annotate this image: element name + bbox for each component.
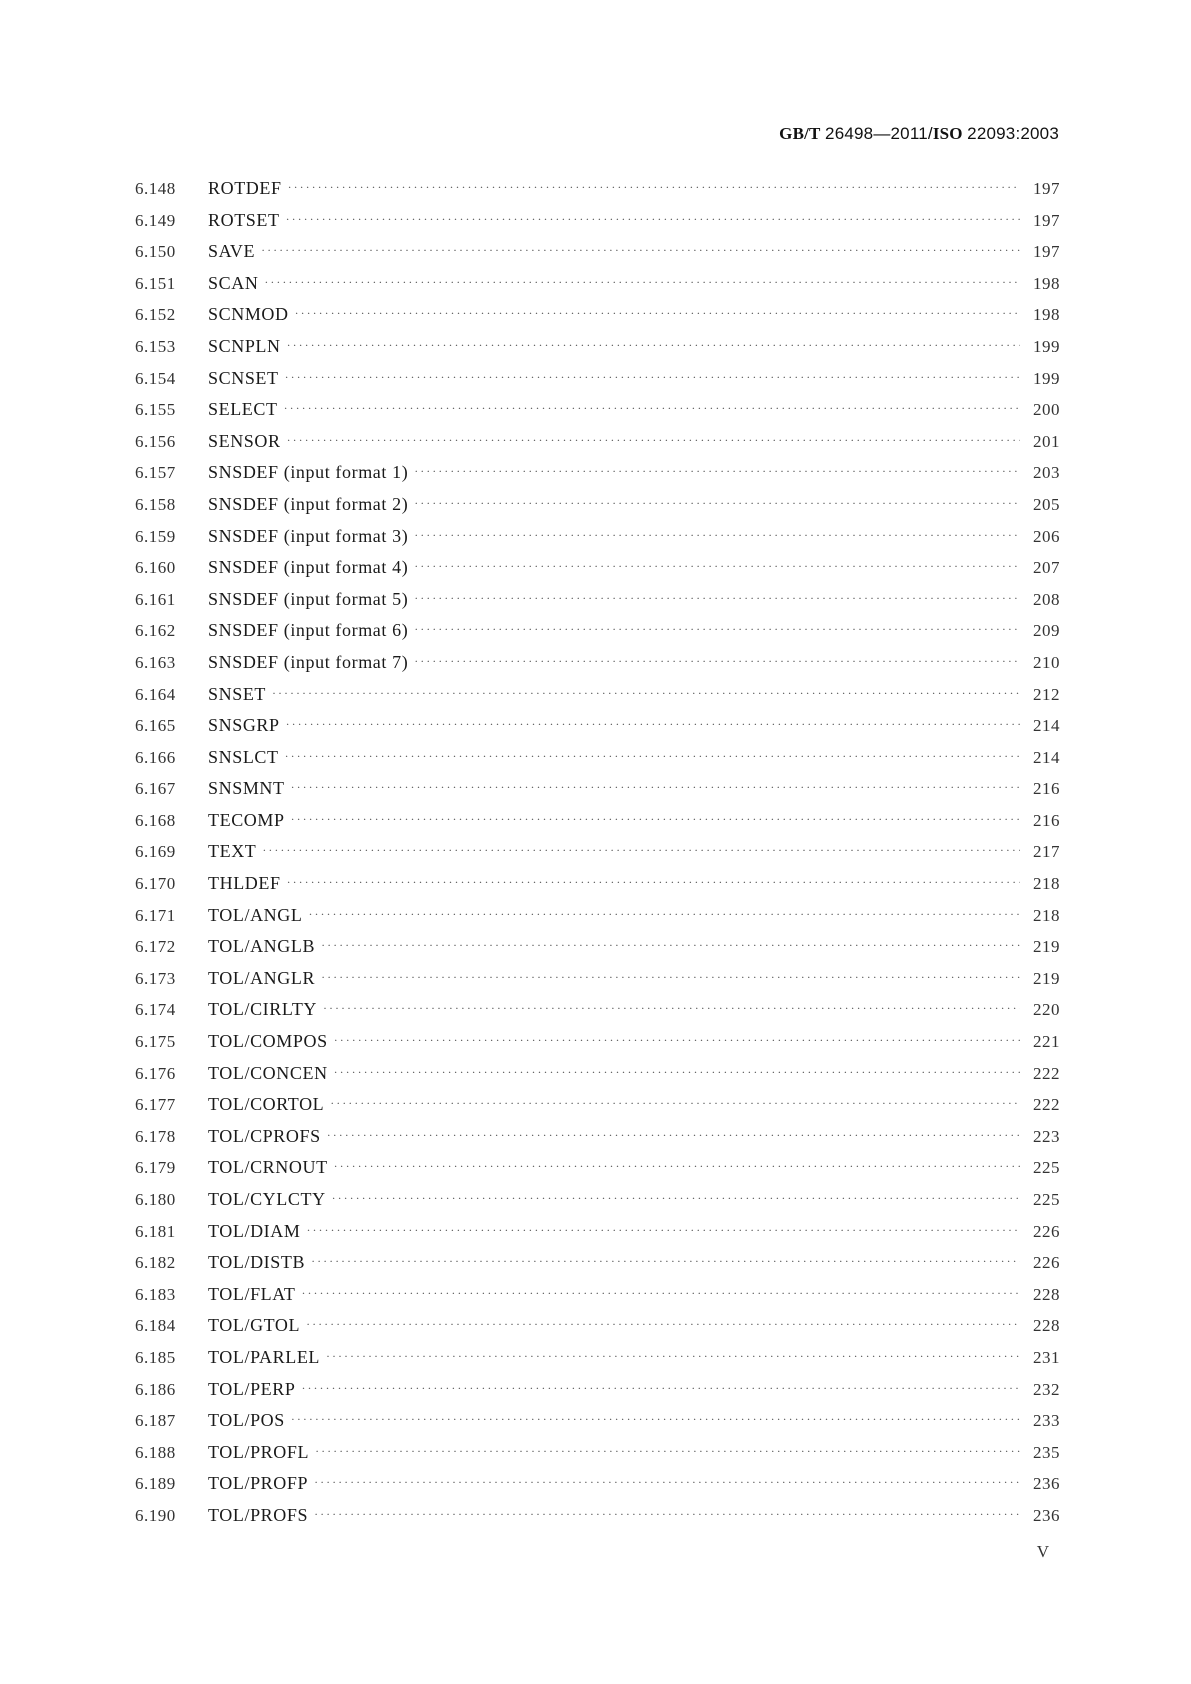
toc-page-number: 218 [1033,874,1060,894]
toc-entry[interactable] [135,462,1060,494]
toc-section-number: 6.190 [135,1505,176,1525]
toc-title: SCNMOD [208,304,289,325]
toc-title: ROTSET [208,209,280,230]
toc-entry[interactable] [135,1505,1060,1537]
toc-entry[interactable] [135,778,1060,810]
dot-leader [286,717,1020,732]
toc-page-number: 228 [1033,1284,1060,1304]
toc-title: SNSLCT [208,746,279,767]
toc-title: TOL/CONCEN [208,1062,328,1083]
toc-title: ROTDEF [208,178,282,198]
dot-leader [330,1096,1020,1111]
toc-page-number: 214 [1033,747,1060,767]
toc-page-number: 232 [1033,1379,1060,1399]
toc-entry[interactable] [135,1221,1060,1253]
toc-page-number: 236 [1033,1505,1060,1525]
toc-title: SCAN [208,272,259,293]
toc-page-number: 197 [1033,210,1060,230]
toc-section-number: 6.153 [135,336,176,356]
toc-entry[interactable] [135,557,1060,589]
toc-title: TOL/PARLEL [208,1346,321,1367]
toc-title: TOL/PROFL [208,1441,310,1462]
toc-page-number: 235 [1033,1442,1060,1462]
toc-section-number: 6.161 [135,589,176,609]
toc-section-number: 6.169 [135,842,176,862]
dot-leader [334,1159,1020,1174]
toc-page-number: 197 [1033,242,1060,262]
toc-section-number: 6.178 [135,1126,176,1146]
dot-leader [308,907,1020,922]
toc-section-number: 6.150 [135,242,176,262]
toc-section-number: 6.159 [135,526,176,546]
toc-page-number: 219 [1033,937,1060,957]
toc-page-number: 236 [1033,1474,1060,1494]
standard-number: 26498—2011/ [825,124,933,143]
toc-section-number: 6.160 [135,558,176,578]
toc-title: SNSMNT [208,778,285,799]
dot-leader [314,1475,1020,1490]
toc-entry[interactable] [135,1157,1060,1189]
toc-page-number: 223 [1033,1126,1060,1146]
toc-entry[interactable] [135,1284,1060,1316]
toc-entry[interactable] [135,652,1060,684]
toc-title: SNSDEF (input format 1) [208,462,409,483]
toc-section-number: 6.174 [135,1000,176,1020]
toc-section-number: 6.179 [135,1158,176,1178]
toc-entry[interactable] [135,684,1060,716]
toc-entry[interactable] [135,715,1060,747]
dot-leader [291,780,1020,795]
toc-entry[interactable] [135,431,1060,463]
toc-entry[interactable] [135,1126,1060,1158]
toc-title: TOL/ANGL [208,904,303,925]
toc-section-number: 6.165 [135,716,176,736]
toc-entry[interactable] [135,873,1060,905]
dot-leader [334,1065,1020,1080]
toc-title: TOL/CPROFS [208,1125,321,1146]
toc-page-number: 222 [1033,1063,1060,1083]
toc-page-number: 199 [1033,336,1060,356]
toc-title: SNSDEF (input format 3) [208,525,409,546]
toc-entry[interactable] [135,1063,1060,1095]
dot-leader [327,1128,1020,1143]
dot-leader [332,1191,1020,1206]
toc-section-number: 6.186 [135,1379,176,1399]
toc-title: TOL/PROFP [208,1473,309,1494]
toc-entry[interactable] [135,1410,1060,1442]
toc-entry[interactable] [135,178,1060,210]
toc-title: TOL/CYLCTY [208,1189,326,1209]
toc-entry[interactable] [135,399,1060,431]
toc-entry[interactable] [135,304,1060,336]
toc-page-number: 216 [1033,779,1060,799]
toc-page-number: 210 [1033,652,1060,672]
dot-leader [414,496,1020,511]
toc-entry[interactable] [135,1031,1060,1063]
toc-page-number: 200 [1033,400,1060,420]
toc-title: THLDEF [208,873,281,894]
toc-section-number: 6.156 [135,431,176,451]
toc-page-number: 218 [1033,905,1060,925]
dot-leader [287,875,1020,890]
toc-entry[interactable] [135,1347,1060,1379]
toc-entry[interactable] [135,999,1060,1031]
dot-leader [326,1349,1020,1364]
dot-leader [291,1412,1020,1427]
dot-leader [272,686,1020,701]
toc-page-number: 207 [1033,558,1060,578]
toc-entry[interactable] [135,1473,1060,1505]
dot-leader [285,370,1020,385]
toc-section-number: 6.149 [135,210,176,230]
toc-title: TECOMP [208,809,285,830]
toc-title: SNSDEF (input format 7) [208,651,409,672]
toc-section-number: 6.167 [135,779,176,799]
toc-section-number: 6.170 [135,874,176,894]
toc-title: SNSDEF (input format 2) [208,493,409,514]
toc-section-number: 6.173 [135,968,176,988]
toc-entry[interactable] [135,1379,1060,1411]
toc-title: TOL/PERP [208,1378,296,1399]
toc-title: SNSET [208,683,267,704]
toc-title: SNSGRP [208,715,280,736]
toc-section-number: 6.177 [135,1095,176,1115]
toc-page-number: 222 [1033,1095,1060,1115]
toc-section-number: 6.163 [135,652,176,672]
toc-entry[interactable] [135,1442,1060,1474]
dot-leader [315,1444,1020,1459]
dot-leader [285,749,1020,764]
toc-page-number: 199 [1033,368,1060,388]
toc-section-number: 6.184 [135,1316,176,1336]
toc-entry[interactable] [135,273,1060,305]
toc-section-number: 6.181 [135,1221,176,1241]
toc-title: SCNPLN [208,335,281,356]
toc-entry[interactable] [135,368,1060,400]
dot-leader [321,938,1020,953]
dot-leader [334,1033,1020,1048]
toc-page-number: 201 [1033,431,1060,451]
dot-leader [321,970,1020,985]
toc-title: TOL/ANGLB [208,936,316,957]
toc-section-number: 6.164 [135,684,176,704]
dot-leader [291,812,1020,827]
toc-title: SELECT [208,399,278,420]
toc-page-number: 206 [1033,526,1060,546]
dot-leader [284,401,1020,416]
toc-section-number: 6.154 [135,368,176,388]
toc-section-number: 6.168 [135,810,176,830]
toc-page-number: 217 [1033,842,1060,862]
toc-section-number: 6.152 [135,305,176,325]
dot-leader [306,1223,1020,1238]
toc-section-number: 6.151 [135,273,176,293]
toc-section-number: 6.148 [135,179,176,198]
toc-page-number: 221 [1033,1032,1060,1052]
toc-title: TOL/CIRLTY [208,999,318,1020]
toc-title: TOL/DIAM [208,1220,301,1241]
toc-page-number: 208 [1033,589,1060,609]
toc-section-number: 6.189 [135,1474,176,1494]
toc-entry[interactable] [135,620,1060,652]
toc-section-number: 6.166 [135,747,176,767]
dot-leader [414,654,1020,669]
toc-title: TOL/CRNOUT [208,1157,328,1178]
toc-section-number: 6.171 [135,905,176,925]
toc-page-number: 233 [1033,1411,1060,1431]
toc-section-number: 6.187 [135,1411,176,1431]
dot-leader [311,1254,1020,1269]
dot-leader [414,559,1020,574]
iso-label: ISO [932,124,963,143]
toc-entry[interactable] [135,747,1060,779]
toc-entry[interactable] [135,526,1060,558]
toc-page-number: 219 [1033,968,1060,988]
toc-section-number: 6.175 [135,1032,176,1052]
toc-page-number: 209 [1033,621,1060,641]
toc-entry[interactable] [135,810,1060,842]
toc-title: TOL/PROFS [208,1504,309,1525]
toc-page-number: 220 [1033,1000,1060,1020]
toc-title: SAVE [208,241,256,262]
toc-page-number: 225 [1033,1190,1060,1209]
dot-leader [302,1381,1021,1396]
toc-page-number: 198 [1033,305,1060,325]
toc-title: SNSDEF (input format 6) [208,620,409,641]
toc-page-number: 226 [1033,1221,1060,1241]
table-of-contents [135,178,1060,1537]
toc-entry[interactable] [135,494,1060,526]
toc-section-number: 6.188 [135,1442,176,1462]
toc-page-number: 212 [1033,684,1060,704]
toc-entry[interactable] [135,1094,1060,1126]
dot-leader [287,433,1020,448]
iso-number: 22093:2003 [967,124,1059,143]
toc-title: TOL/DISTB [208,1252,306,1273]
toc-entry[interactable] [135,1252,1060,1284]
toc-page-number: 205 [1033,494,1060,514]
toc-page-number: 228 [1033,1316,1060,1336]
toc-section-number: 6.155 [135,400,176,420]
toc-entry[interactable] [135,210,1060,242]
toc-title: SENSOR [208,430,281,451]
dot-leader [323,1001,1020,1016]
toc-section-number: 6.158 [135,494,176,514]
dot-leader [414,591,1020,606]
toc-title: TOL/POS [208,1410,285,1431]
toc-page-number: 203 [1033,463,1060,483]
toc-section-number: 6.182 [135,1253,176,1273]
dot-leader [262,843,1020,858]
toc-section-number: 6.180 [135,1190,176,1209]
toc-title: TOL/FLAT [208,1283,296,1304]
toc-section-number: 6.185 [135,1347,176,1367]
toc-entry[interactable] [135,241,1060,273]
toc-title: TOL/COMPOS [208,1031,328,1052]
toc-entry[interactable] [135,1189,1060,1221]
toc-entry[interactable] [135,841,1060,873]
toc-title: TEXT [208,841,257,862]
standard-code: GB/T [779,124,821,143]
toc-entry[interactable] [135,905,1060,937]
toc-page-number: 225 [1033,1158,1060,1178]
document-header [779,124,1059,144]
toc-entry[interactable] [135,1315,1060,1347]
toc-entry[interactable] [135,968,1060,1000]
toc-page-number: 197 [1033,179,1060,198]
toc-title: TOL/CORTOL [208,1094,325,1115]
dot-leader [314,1507,1020,1522]
dot-leader [287,338,1020,353]
toc-section-number: 6.183 [135,1284,176,1304]
toc-title: TOL/ANGLR [208,967,316,988]
toc-title: SNSDEF (input format 5) [208,588,409,609]
toc-section-number: 6.162 [135,621,176,641]
dot-leader [286,212,1020,227]
dot-leader [288,180,1020,195]
toc-section-number: 6.157 [135,463,176,483]
dot-leader [414,528,1020,543]
toc-section-number: 6.176 [135,1063,176,1083]
dot-leader [306,1317,1020,1332]
dot-leader [414,464,1020,479]
dot-leader [301,1286,1020,1301]
toc-page-number: 231 [1033,1347,1060,1367]
dot-leader [295,306,1020,321]
toc-entry[interactable] [135,336,1060,368]
toc-title: TOL/GTOL [208,1315,301,1336]
toc-page-number: 198 [1033,273,1060,293]
toc-page-number: 226 [1033,1253,1060,1273]
page-number: V [1036,1542,1049,1561]
toc-section-number: 6.172 [135,937,176,957]
toc-title: SCNSET [208,367,279,388]
toc-entry[interactable] [135,936,1060,968]
dot-leader [261,243,1020,258]
toc-page-number: 216 [1033,810,1060,830]
dot-leader [414,622,1020,637]
toc-entry[interactable] [135,589,1060,621]
toc-page-number: 214 [1033,716,1060,736]
toc-title: SNSDEF (input format 4) [208,557,409,578]
dot-leader [264,275,1020,290]
